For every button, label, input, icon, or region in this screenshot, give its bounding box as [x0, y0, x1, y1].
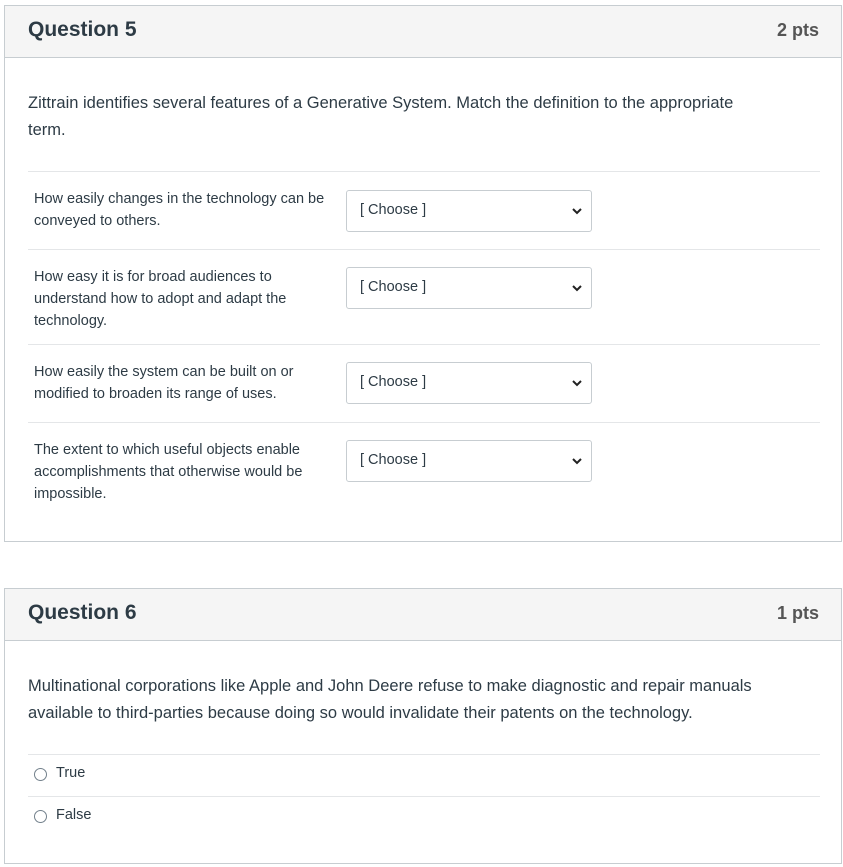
match-row — [28, 422, 820, 518]
chevron-down-icon — [571, 377, 583, 389]
question-5-header — [5, 6, 841, 58]
question-6-text: Multinational corporations like Apple and John Deere refuse to make diagnostic and repair manuals available to third-parties because doing so would invalidate their patents on the technology. — [28, 677, 752, 722]
match-definition: How easily changes in the technology can be conveyed to others. — [34, 191, 325, 229]
match-select-2[interactable]: [ Choose ] — [346, 267, 592, 309]
question-5-card — [4, 5, 842, 542]
match-definition: How easy it is for broad audiences to understand how to adopt and adapt the technology. — [34, 269, 287, 329]
question-6-card — [4, 588, 842, 864]
radio-button-icon[interactable] — [34, 768, 47, 781]
answer-label: True — [56, 765, 86, 781]
radio-button-icon[interactable] — [34, 810, 47, 823]
match-select-3[interactable]: [ Choose ] — [346, 362, 592, 404]
answer-label: False — [56, 807, 92, 823]
match-row — [28, 249, 820, 345]
chevron-down-icon — [571, 205, 583, 217]
match-definition: How easily the system can be built on or modified to broaden its range of uses. — [34, 364, 294, 402]
chevron-down-icon — [571, 282, 583, 294]
chevron-down-icon — [571, 455, 583, 467]
answer-option-true[interactable] — [28, 754, 820, 797]
question-6-points: 1 pts — [776, 603, 819, 623]
match-select-1[interactable]: [ Choose ] — [346, 190, 592, 232]
answer-option-false[interactable] — [28, 796, 820, 839]
question-5-points: 2 pts — [776, 20, 819, 40]
match-row — [28, 171, 820, 250]
match-definition: The extent to which useful objects enable accomplishments that otherwise would be impossible. — [34, 442, 303, 502]
question-5-title: Question 5 — [28, 18, 137, 41]
question-6-header — [5, 589, 841, 641]
question-5-text: Zittrain identifies several features of a Generative System. Match the definition to the appropriate term. — [28, 94, 734, 139]
question-6-title: Question 6 — [28, 601, 137, 624]
match-select-4[interactable]: [ Choose ] — [346, 440, 592, 482]
match-row — [28, 344, 820, 423]
